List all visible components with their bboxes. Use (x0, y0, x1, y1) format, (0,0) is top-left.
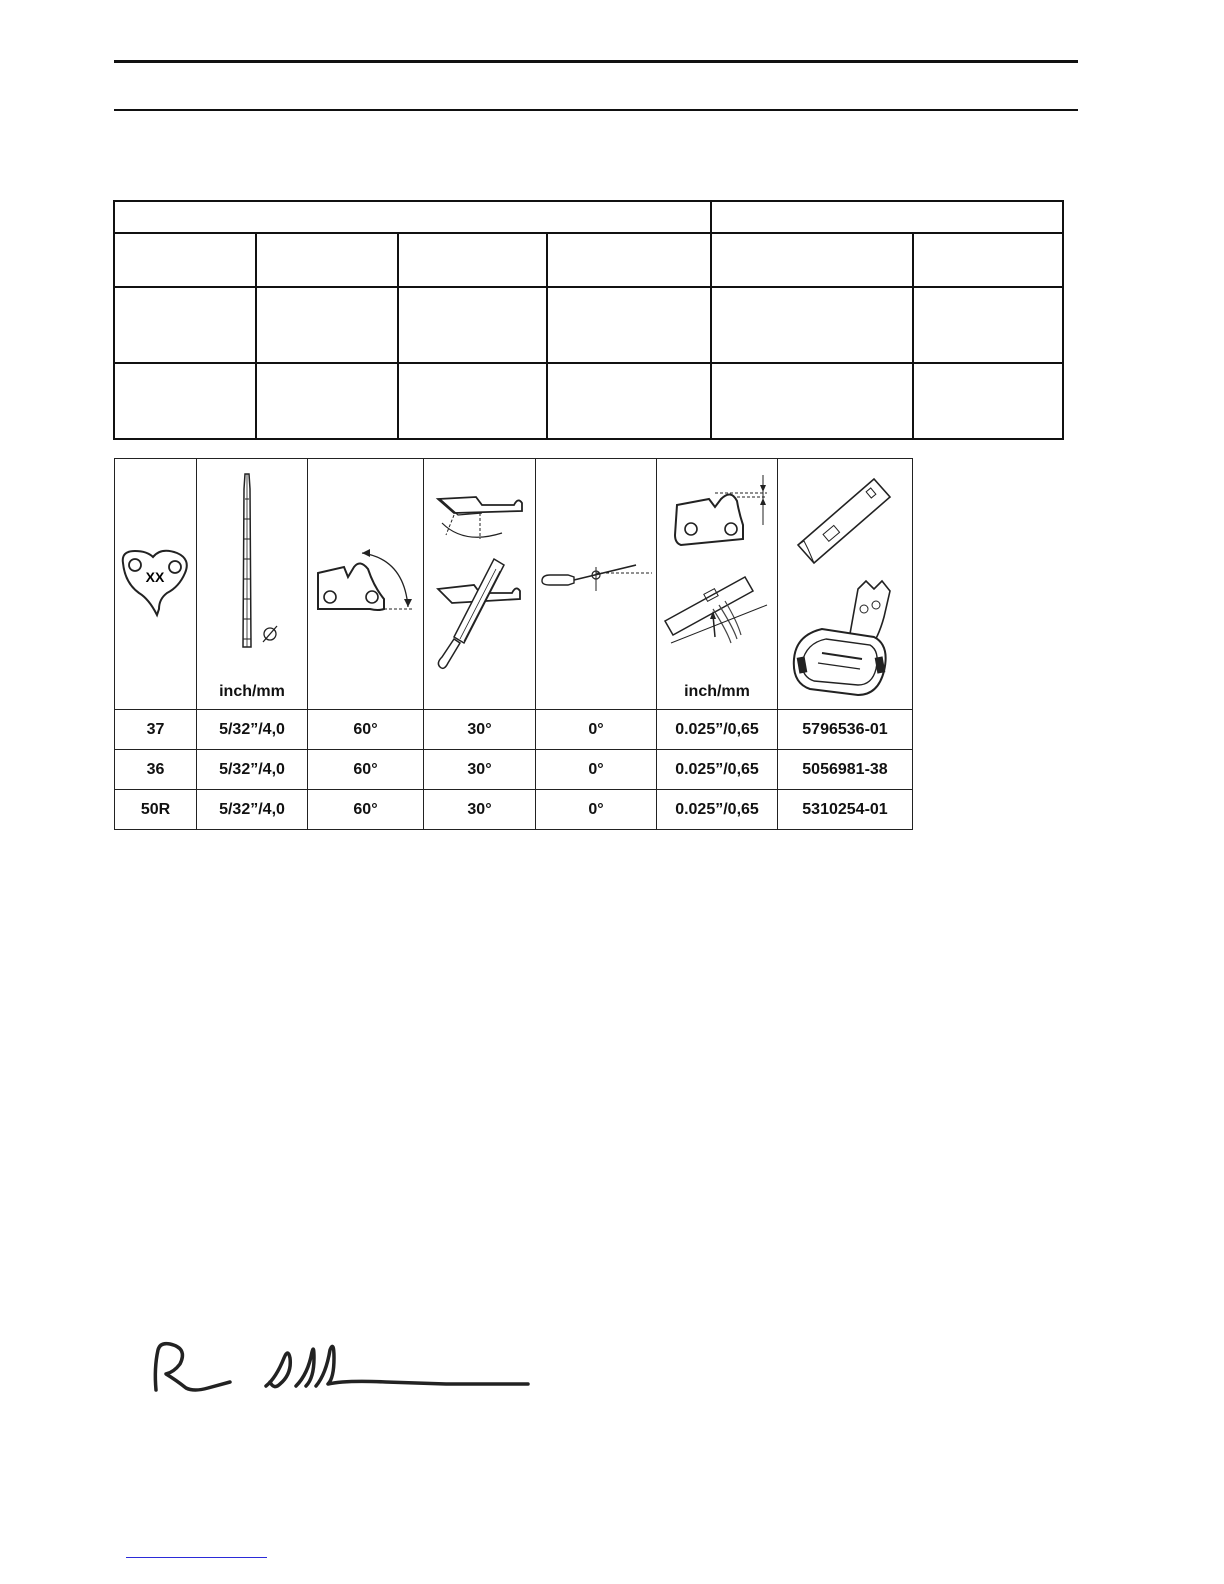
spec-cell (547, 233, 711, 287)
depth-gauge-value: 0.025”/0,65 (657, 790, 778, 830)
spec-cell (547, 287, 711, 363)
spec-cell (398, 363, 547, 439)
depth-gauge-cell (657, 459, 778, 710)
spec-cell (114, 233, 256, 287)
chain-marking-cell (115, 459, 197, 710)
part-number-value: 5056981-38 (778, 750, 913, 790)
depth-gauge-value: 0.025”/0,65 (657, 750, 778, 790)
file-diameter-value: 5/32”/4,0 (197, 790, 308, 830)
table-row (115, 750, 913, 790)
tilt-angle-value: 0° (536, 790, 657, 830)
filing-angle-cell (424, 459, 536, 710)
chain-cell: 36 (115, 750, 197, 790)
spec-cell (256, 363, 398, 439)
depth-gauge-unit: inch/mm (684, 683, 750, 700)
chain-marking-label: xx (145, 569, 165, 585)
part-number-value: 5310254-01 (778, 790, 913, 830)
specification-grid (113, 200, 1064, 440)
spec-header-right (711, 201, 1063, 233)
signature (146, 1328, 536, 1408)
spec-cell (711, 287, 913, 363)
spec-cell (114, 363, 256, 439)
top-plate-angle-value: 60° (308, 750, 424, 790)
file-diameter-cell (197, 459, 308, 710)
tilt-angle-cell (536, 459, 657, 710)
spec-cell (256, 233, 398, 287)
filing-angle-value: 30° (424, 750, 536, 790)
filing-angle-value: 30° (424, 790, 536, 830)
top-plate-angle-cell (308, 459, 424, 710)
spec-cell (711, 233, 913, 287)
part-number-value: 5796536-01 (778, 710, 913, 750)
spec-cell (913, 233, 1063, 287)
header-rule-top (114, 60, 1078, 63)
spec-cell (398, 287, 547, 363)
header-rule-bottom (114, 109, 1078, 111)
table-row (115, 790, 913, 830)
footer-link-underline (126, 1557, 267, 1558)
depth-gauge-tool-icon (778, 459, 913, 709)
filing-angle-icon (424, 459, 536, 709)
spec-cell (913, 363, 1063, 439)
chain-cell: 50R (115, 790, 197, 830)
drive-link-icon (115, 459, 195, 709)
chain-cell: 37 (115, 710, 197, 750)
diameter-icon (263, 626, 277, 642)
spec-cell (398, 233, 547, 287)
tool-cell (778, 459, 913, 710)
depth-gauge-icon (657, 459, 778, 689)
spec-cell (547, 363, 711, 439)
tilt-angle-value: 0° (536, 710, 657, 750)
table-row (115, 710, 913, 750)
file-diameter-value: 5/32”/4,0 (197, 750, 308, 790)
filing-angle-value: 30° (424, 710, 536, 750)
file-diameter-value: 5/32”/4,0 (197, 710, 308, 750)
file-guide-icon (794, 581, 890, 695)
spec-cell (114, 287, 256, 363)
top-plate-angle-icon (308, 459, 424, 709)
spec-cell (711, 363, 913, 439)
top-plate-angle-value: 60° (308, 710, 424, 750)
tilt-angle-value: 0° (536, 750, 657, 790)
top-plate-angle-value: 60° (308, 790, 424, 830)
sharpening-chart (114, 458, 913, 830)
file-diameter-unit: inch/mm (219, 683, 285, 700)
round-file-icon (197, 459, 307, 689)
spec-cell (913, 287, 1063, 363)
spec-header-left (114, 201, 711, 233)
spec-cell (256, 287, 398, 363)
depth-gauge-value: 0.025”/0,65 (657, 710, 778, 750)
tilt-angle-icon (536, 459, 657, 709)
